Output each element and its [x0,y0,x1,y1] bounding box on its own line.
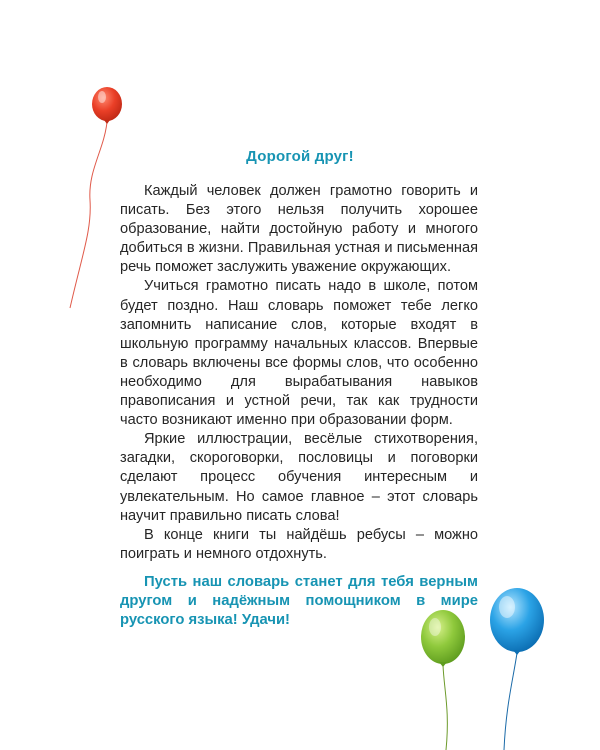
letter-title: Дорогой друг! [246,148,354,165]
paragraph-2: Учиться грамотно писать надо в школе, потом будет поздно. Наш словарь поможет тебе легко запомнить написание слов, которые входят в школьную программу начальных классов. Впервые в словарь включены все формы слов, что особенно необходимо для вырабатывания навыков правописания и устной речи, так как трудности часто возникают именно при образовании форм. [120,278,478,429]
closing-wish: Пусть наш словарь станет для тебя верным другом и надёжным помощником в мире русского языка! Удачи! [120,574,478,629]
paragraph-3: Яркие иллюстрации, весёлые стихотворения, загадки, скороговорки, пословицы и поговорки сделают процесс обучения интересным и увлекательным. Но самое главное – этот словарь научит правильно писать слова! [120,431,478,524]
letter-body [120,182,478,564]
paragraph-1: Каждый человек должен грамотно говорить и писать. Без этого нельзя получить хорошее образование, найти достойную работу и многого добиться в жизни. Правильная устная и письменная речь поможет заслужить уважение окружающих. [120,183,478,276]
paragraph-4: В конце книги ты найдёшь ребусы – можно поиграть и немного отдохнуть. [120,526,478,562]
green-balloon-icon [410,605,480,750]
blue-balloon-icon [478,585,558,750]
